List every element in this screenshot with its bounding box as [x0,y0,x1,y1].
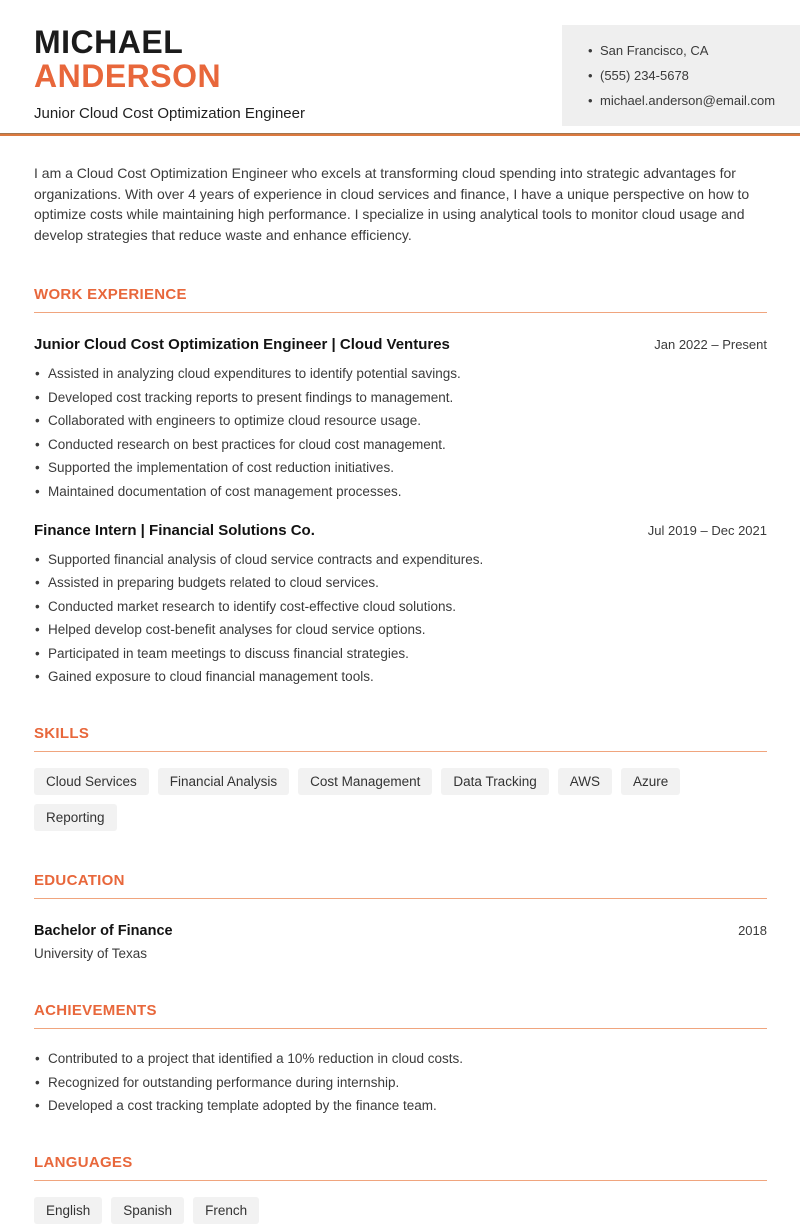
job-bullet: • Supported the implementation of cost reduction initiatives. [34,460,767,475]
resume-body [0,163,800,1224]
achievement-bullet: • Developed a cost tracking template adopted by the finance team. [34,1098,767,1113]
language-chip: English [34,1197,102,1224]
job-dates: Jul 2019 – Dec 2021 [647,522,767,538]
job-header [34,522,767,539]
achievements-bullet-list [34,1051,767,1113]
job-header [34,336,767,353]
skill-chip: Data Tracking [441,768,548,795]
achievement-bullet: • Contributed to a project that identified a 10% reduction in cloud costs. [34,1051,767,1066]
section-divider [34,751,767,752]
skill-chip: Azure [621,768,680,795]
contact-box [562,25,800,126]
job-entry-2 [34,522,767,685]
education-year: 2018 [738,923,767,938]
education-entry [34,923,767,961]
section-skills [34,725,767,831]
education-school: University of Texas [34,946,148,961]
header-job-title: Junior Cloud Cost Optimization Engineer [34,105,305,122]
job-bullet: • Developed cost tracking reports to present findings to management. [34,390,767,405]
section-education [34,872,767,961]
skill-chip: Reporting [34,804,117,831]
skill-chip: Cost Management [298,768,432,795]
summary-paragraph: I am a Cloud Cost Optimization Engineer who excels at transforming cloud spending into strategic advantages for organizations. With over 4 years of experience in cloud services and finance, I have a unique perspective on how to optimize costs while maintaining high performance. I specialize in using analytical tools to monitor cloud usage and develop strategies that reduce waste and enhance efficiency. [34,165,750,243]
job-bullet: • Supported financial analysis of cloud service contracts and expenditures. [34,552,767,567]
job-dates: Jan 2022 – Present [654,337,767,352]
section-divider [34,898,767,899]
header-divider [0,133,800,136]
languages-chip-list [34,1197,767,1224]
job-bullet: • Assisted in preparing budgets related to cloud services. [34,575,767,590]
first-name: MICHAEL [34,24,184,60]
language-chip: Spanish [111,1197,184,1224]
job-title: Junior Cloud Cost Optimization Engineer | Cloud Ventures [34,336,450,353]
education-degree: Bachelor of Finance [34,923,173,939]
contact-item: • (555) 234-5678 [588,63,780,88]
section-title-education: EDUCATION [34,872,125,889]
job-bullet: • Collaborated with engineers to optimize cloud resource usage. [34,413,767,428]
section-divider [34,1028,767,1029]
job-entry-1 [34,336,767,499]
job-bullet-list [34,366,767,499]
section-achievements [34,1002,767,1113]
section-divider [34,1180,767,1181]
contact-item: • San Francisco, CA [588,38,780,63]
job-bullet: • Gained exposure to cloud financial management tools. [34,669,767,684]
job-title: Finance Intern | Financial Solutions Co. [34,521,315,539]
contact-item: • michael.anderson@email.com [588,88,780,113]
job-bullet: • Assisted in analyzing cloud expenditures to identify potential savings. [34,366,767,381]
section-work-experience [34,286,767,684]
section-title-skills: SKILLS [34,725,90,742]
job-bullet: • Helped develop cost-benefit analyses for cloud service options. [34,622,767,637]
job-bullet: • Conducted research on best practices for cloud cost management. [34,437,767,452]
skill-chip: AWS [558,768,612,795]
job-bullet-list [34,552,767,685]
achievement-bullet: • Recognized for outstanding performance during internship. [34,1075,767,1090]
job-bullet: • Participated in team meetings to discuss financial strategies. [34,646,767,661]
skills-chip-list [34,768,767,831]
full-name [34,25,305,93]
last-name: ANDERSON [34,58,222,94]
section-title-languages: LANGUAGES [34,1154,133,1171]
section-divider [34,312,767,313]
language-chip: French [193,1197,259,1224]
skill-chip: Cloud Services [34,768,149,795]
section-title-work-experience: WORK EXPERIENCE [34,286,187,303]
header-identity [34,25,305,122]
job-bullet: • Conducted market research to identify cost-effective cloud solutions. [34,599,767,614]
section-languages [34,1154,767,1224]
skill-chip: Financial Analysis [158,768,289,795]
section-title-achievements: ACHIEVEMENTS [34,1002,157,1019]
job-bullet: • Maintained documentation of cost management processes. [34,484,767,499]
header [0,0,800,133]
education-header [34,923,767,939]
